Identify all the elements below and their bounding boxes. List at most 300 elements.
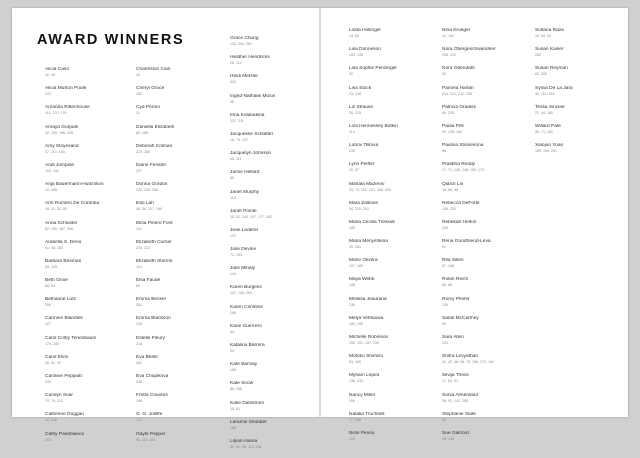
winner-page-numbers: 92 [442,417,446,422]
winner-page-numbers: 169, 190, 261 [535,149,557,154]
winner-page-numbers: 17, 53, 91 [442,379,458,384]
winner-entry [45,412,141,431]
winner-page-numbers: 82, 209 [535,72,547,77]
winner-page-numbers: 82, 150, 187, 206 [45,226,73,231]
winner-name: Cheryl Groce [136,86,165,92]
winner-name: Carmine Blandelli [45,316,83,322]
winner-page-numbers: 144 [230,272,236,277]
winner-entry [136,316,232,335]
winner-name: Rebecca DeForte [442,200,480,206]
winner-name: Lisa Stock [349,85,372,91]
winner-entry [349,239,445,258]
winner-page-numbers: 37, 113, 184 [45,149,65,154]
winner-page-numbers: 99 [442,321,446,326]
winner-page-numbers: 210, 212 [136,245,150,250]
winner-entry [349,28,445,47]
winner-entry [442,354,538,373]
winner-page-numbers: 69, 125 [45,264,57,269]
winner-page-numbers: 18, 88, 98 [442,187,458,192]
winner-page-numbers: 136, 253 [442,206,456,211]
winner-entry [535,143,631,162]
winner-page-numbers: 18, 31, 52, 84 [45,207,67,212]
winner-page-numbers: 180 [230,425,236,430]
winner-name: Barbara Beeman [45,258,82,264]
winner-entry [349,105,445,124]
winner-entry [349,258,445,277]
winner-name: Sue Oakford [442,430,469,436]
winner-page-numbers: 239 [442,225,448,230]
winner-name: Nicki Penou [349,430,375,436]
winner-entry [349,124,445,143]
winner-page-numbers: 222 [45,92,51,97]
winner-entry [442,182,538,201]
winner-page-numbers: 224 [442,341,448,345]
winner-name: Anja Bauermann-Hutchison [45,182,104,188]
winner-entry [136,240,232,259]
winner-entry [136,297,232,316]
winner-entry [230,113,326,132]
winner-name: Estelle Fleury [136,335,166,341]
winner-page-numbers: 109, 136 [349,53,363,58]
winner-entry [136,182,232,201]
winner-page-numbers: 96, 111 [230,157,242,162]
winner-entry [535,28,631,47]
winner-name: Nina Krueger [442,28,471,33]
winner-page-numbers: 12 [136,111,140,116]
winner-name: Jean Lederer [230,227,259,233]
winner-entry [45,316,141,335]
winner-page-numbers: 39, 111, 162 [535,91,555,96]
page-title: AWARD WINNERS [37,32,185,48]
winner-entry [45,278,141,297]
winner-page-numbers: 28, 112 [230,61,242,66]
winner-entry [349,201,445,220]
winner-page-numbers: 110 [136,226,142,231]
winner-name: Elsa Faudé [136,278,161,284]
winner-entry [45,201,141,220]
winner-page-numbers: 198 [136,399,142,404]
winner-entry [136,105,232,124]
winner-name: Willard Pate [535,123,561,129]
winner-page-numbers: 228, 234, 268 [136,188,158,193]
winner-page-numbers: 244 [45,380,51,384]
winner-entry [230,228,326,247]
winner-entry [442,201,538,220]
winner-name: Eva Beiter [136,354,159,360]
winner-entry [535,66,631,85]
winner-entry [45,163,141,182]
winner-page-numbers: 38 [230,99,234,104]
winner-name: Silvija Treice [442,373,469,379]
winner-entry [349,220,445,239]
winner-name: Irina Kolubakina [230,112,265,118]
winner-page-numbers: 34, 84, 94 [535,34,551,38]
winner-name: Nancy Miller [349,392,376,398]
winner-name: Janet Pointe [230,208,257,214]
winner-name: Xiaojuo Yuan [535,143,564,149]
winner-page-numbers: 53 [442,72,446,77]
winner-name: Susan Reyman [535,66,568,72]
winner-page-numbers: 50, 71, 162 [535,129,553,134]
winner-page-numbers: 15, 61 [230,406,240,411]
winner-page-numbers: 91 [442,245,446,250]
winner-page-numbers: 106 [349,398,355,403]
winner-entry [349,431,445,450]
winner-entry [442,105,538,124]
winner-entry [349,297,445,316]
winner-entry [442,393,538,412]
winner-page-numbers: 152 [136,92,142,97]
winner-page-numbers: 38, 91, 142, 180 [442,398,468,403]
winner-name: Cathy Panebianco [45,431,85,437]
winner-page-numbers: 184, 195 [349,321,363,326]
winner-name: Alicia Murton Poole [45,86,87,92]
winner-name: Paula Pirk [442,123,464,129]
winner-page-numbers: 70, 79, 112 [45,399,63,404]
winner-entry [442,412,538,431]
winner-page-numbers: 180 [230,368,236,373]
winner-name: Carol Elvin [45,354,69,360]
winner-page-numbers: 135 [442,302,448,307]
winner-page-numbers: 133, 200, 281 [230,42,252,46]
winner-entry [136,393,232,412]
winner-name: Emma Blackson [136,316,171,322]
winner-page-numbers: 90, 225, 251 [349,206,369,211]
winner-name: Alicia Caso [45,67,69,72]
winner-name: Amaya Gurpide [45,124,79,130]
winner-entry [230,420,326,439]
winner-name: Grace Chung [230,36,259,41]
winner-entry [535,86,631,105]
winner-entry [136,278,232,297]
winner-page-numbers: 69 [136,284,140,289]
winner-page-numbers: 63, 180 [349,360,361,365]
winner-name: Sara Allen [442,335,464,340]
winner-page-numbers: 65 [230,176,234,181]
winner-entry [230,190,326,209]
winner-page-numbers: 72, 153 [230,253,242,258]
winner-page-numbers: 30, 215 [349,110,361,115]
winner-page-numbers: 136, 233 [349,379,363,384]
winner-entry [442,124,538,143]
winner-name: Julie Devine [230,247,257,253]
winner-entry [136,432,232,451]
winner-name: Shifra Levyathan [442,354,479,360]
winner-entry [442,28,538,47]
winner-page-numbers: 92, 150, 196, 208 [45,130,73,135]
winner-name: Paulina Stoniesona [442,143,484,149]
winner-entry [136,221,232,240]
winner-page-numbers: 150, 151, 157, 239 [349,341,379,345]
winner-name: Patricia Gradiss [442,104,476,110]
winner-entry [230,362,326,381]
winner-name: Katie Dahlstrom [230,400,265,406]
winner-page-numbers: 262 [535,53,541,58]
winner-page-numbers: 12, 266 [45,188,57,193]
winner-entry [136,201,232,220]
winner-entry [230,209,326,228]
winner-entry [442,277,538,296]
winner-page-numbers: 113 [136,264,142,269]
winner-name: Laramie Shubber [230,419,267,425]
winner-name: Arabella S. Dena [45,239,82,245]
winner-page-numbers: 13, 65 [349,34,359,38]
winner-entry [349,66,445,85]
winner-name: Mara Zaslove [349,200,379,206]
winner-name: Beth Gnoe [45,278,68,284]
winner-name: Linda Hollinger [349,28,381,33]
winner-page-numbers: 223, 265 [136,149,150,154]
winner-name: Rebekah Helton [442,219,477,225]
winner-name: Myriam Lepiot [349,373,380,379]
winner-page-numbers: 158, 202 [442,53,456,58]
winner-name: Ann Romero De Cordoba [45,201,100,207]
winner-entry [442,162,538,181]
winner-name: Rita Sillen [442,258,464,264]
winners-column-6 [535,28,631,162]
winner-name: Elisa Pinero Font [136,220,173,226]
winner-entry [230,247,326,266]
winner-entry [230,132,326,151]
winner-page-numbers: 41, 48, 183 [45,245,63,250]
winner-page-numbers: 113 [230,195,236,200]
winner-page-numbers: 82, 180 [136,130,148,135]
winner-name: Lynn Peiffer [349,162,375,168]
winner-name: Julie Mihaly [230,266,256,272]
winner-entry [136,259,232,278]
winner-page-numbers: 148 [349,283,355,288]
winner-page-numbers: 218 [136,341,142,346]
winner-name: Heather Hendricks [230,55,270,61]
winner-name: Bethanne Lutz [45,297,76,303]
winner-page-numbers: 128 [136,322,142,327]
winner-entry [230,170,326,189]
winner-entry [136,163,232,182]
winner-page-numbers: 45 [136,73,140,77]
winner-entry [349,393,445,412]
winner-name: Edo Lah [136,201,154,207]
winner-entry [442,143,538,162]
winner-page-numbers: 35, 281 [349,245,361,250]
winner-entry [442,431,538,450]
winner-entry [230,55,326,74]
winner-name: Melissa Jeaurand [349,296,387,302]
winner-name: Diane Fenster [136,162,167,168]
winner-page-numbers: 262 [136,360,142,365]
winner-entry [136,86,232,105]
winner-name: Gayle Pepper [136,431,166,437]
winner-name: Janet Murphy [230,189,260,195]
winner-name: Sultana Raza [535,28,564,33]
winner-entry [442,47,538,66]
winner-page-numbers: 42, 49 [45,73,55,77]
winner-name: Liz Strause [349,104,373,110]
winner-page-numbers: 212 [349,436,355,441]
winner-page-numbers: 137, 211 [230,118,244,123]
winner-name: Carolyn Suar [45,393,73,399]
winner-name: Sandi McCartney [442,315,479,321]
winner-name: Sonia Almendoid [442,392,479,398]
winner-page-numbers: 12, 104 [442,34,454,38]
winner-entry [45,144,141,163]
winner-entry [349,412,445,431]
winner-name: Pratibha Reddy [442,162,476,168]
winner-page-numbers: 86, 156 [230,387,242,392]
winner-entry [442,316,538,335]
winner-entry [535,47,631,66]
winner-name: Carol Colby Tenenbaum [45,335,97,341]
winner-name: Motoko Shimizu [349,354,384,360]
winner-name: Maya Webb [349,277,375,283]
winner-entry [349,182,445,201]
winner-entry [136,125,232,144]
winner-page-numbers: 235 [349,149,355,154]
winner-entry [442,373,538,392]
winner-entry [349,277,445,296]
winner-page-numbers: 41, 42, 48, 58, 78, 156, 172, 194 [442,360,494,365]
winner-entry [45,355,141,374]
winner-page-numbers: 15, 52, 140, 157, 177, 262 [230,214,272,219]
winner-entry [45,374,141,393]
winner-page-numbers: 19, 138 [442,436,454,441]
winner-name: Katalina Barrera [230,343,265,348]
winner-page-numbers: 16, 73, 137 [230,137,248,142]
winner-entry [349,143,445,162]
winner-entry [136,144,232,163]
winner-page-numbers: 30, 87 [349,168,359,173]
winner-name: Maria Cecilia Tressidi [349,219,395,225]
winners-column-1 [45,67,141,451]
winner-name: Kate Snow [230,381,254,387]
winner-name: Elizabeth Storms [136,258,173,264]
winner-entry [45,182,141,201]
winner-page-numbers: 236 [349,302,355,307]
winner-entry [230,305,326,324]
winner-page-numbers: 21, 44, 180 [535,110,553,115]
winner-name: Cyd Peroni [136,105,160,111]
winner-name: Stephanie Slate [442,411,476,417]
winner-entry [136,412,232,431]
winner-page-numbers: 266 [230,310,236,315]
winner-entry [442,335,538,354]
winner-entry [442,258,538,277]
winner-page-numbers: 96 [442,149,446,154]
winner-page-numbers: 101 [230,233,236,238]
winner-name: Donna Gordon [136,182,168,188]
winner-entry [349,47,445,66]
winner-name: Sylvia De La Jara [535,85,573,91]
winner-entry [45,67,141,86]
winner-entry [230,94,326,113]
winner-name: Eva Chupikova [136,374,169,379]
winner-name: Nora Obergeschwandner [442,47,496,53]
winner-entry [45,240,141,259]
winner-page-numbers: 66, 94 [45,284,55,289]
winner-page-numbers: 94 [230,349,234,353]
winner-entry [349,86,445,105]
winner-name: Ingrid-Nathalie Mizun [230,93,276,99]
winner-name: Robin Reich [442,277,469,283]
winner-entry [230,439,326,458]
winner-entry [230,324,326,343]
winner-page-numbers: 206 [45,303,51,308]
winner-entry [535,124,631,143]
winner-name: Susan Kaiser [535,47,564,53]
winner-page-numbers: 203 [45,437,51,442]
winner-name: Karen Constine [230,304,264,310]
winner-name: Jacqueline Schlatter [230,131,274,137]
winner-entry [230,381,326,400]
winner-entry [45,432,141,451]
winner-name: Karen Burgess [230,285,262,291]
winner-page-numbers: 17, 71, 145, 148, 163, 170 [442,168,484,173]
winners-column-3 [230,36,326,458]
winner-name: Amanda Rittenhouse [45,105,90,111]
winner-name: Amy Stoyesand [45,143,79,149]
winner-entry [45,259,141,278]
winner-page-numbers: 227 [45,322,51,327]
winner-page-numbers: 102, 145, 264 [230,291,252,296]
winner-entry [45,336,141,355]
winner-name: Kate Barclay [230,362,258,368]
winners-column-2 [136,67,232,451]
winner-name: G. G. Jolliffe [136,412,163,418]
right-page [321,8,628,441]
winner-page-numbers: 67, 168 [442,264,454,269]
winner-name: Qianzi Lin [442,181,464,187]
winner-name: Andi Jompole [45,162,75,168]
winner-entry [45,125,141,144]
winner-entry [230,266,326,285]
winner-entry [45,221,141,240]
winner-page-numbers: 186 [349,225,355,230]
winner-page-numbers: 174, 283 [45,341,59,346]
winner-page-numbers: 96, 111, 154 [136,437,156,442]
winner-entry [230,151,326,170]
winner-name: Catherine Duggan [45,412,84,418]
left-page [12,8,320,449]
winner-entry [136,336,232,355]
winner-entry [349,354,445,373]
winner-name: Charleston Cain [136,67,171,72]
winner-entry [136,355,232,374]
winner-name: Daniella Elizabeth [136,124,175,130]
winner-entry [349,335,445,354]
winner-page-numbers: 42, 236 [45,418,57,423]
winner-page-numbers: 243 [230,80,236,85]
winner-name: Marie Olivera [349,258,378,264]
winner-page-numbers: 112 [349,129,355,134]
winner-name: Caroline Peppiatt [45,374,82,379]
winner-name: Lisa Donneson [349,47,382,53]
winner-entry [349,373,445,392]
winner-page-numbers: 80, 255 [442,110,454,115]
winner-name: Karie Guerrero [230,323,262,329]
winner-page-numbers: 93, 128, 164 [442,129,462,134]
winner-name: Jacquelyn Johnson [230,151,272,157]
winner-page-numbers: 42, 81, 96, 113, 181 [230,444,262,449]
winner-name: Lubov Tsitova [349,143,379,149]
winner-page-numbers: 64 [230,329,234,334]
winner-entry [442,297,538,316]
winner-name: Heidi Metzler [230,74,258,80]
winner-entry [230,343,326,362]
winner-name: Deborah Colman [136,143,173,149]
winner-page-numbers: 107, 169 [349,264,363,269]
winner-name: Michelle Robinson [349,335,389,340]
winner-page-numbers: 111, 170, 176 [45,111,67,116]
winner-page-numbers: 36, 91, 92 [45,360,61,365]
